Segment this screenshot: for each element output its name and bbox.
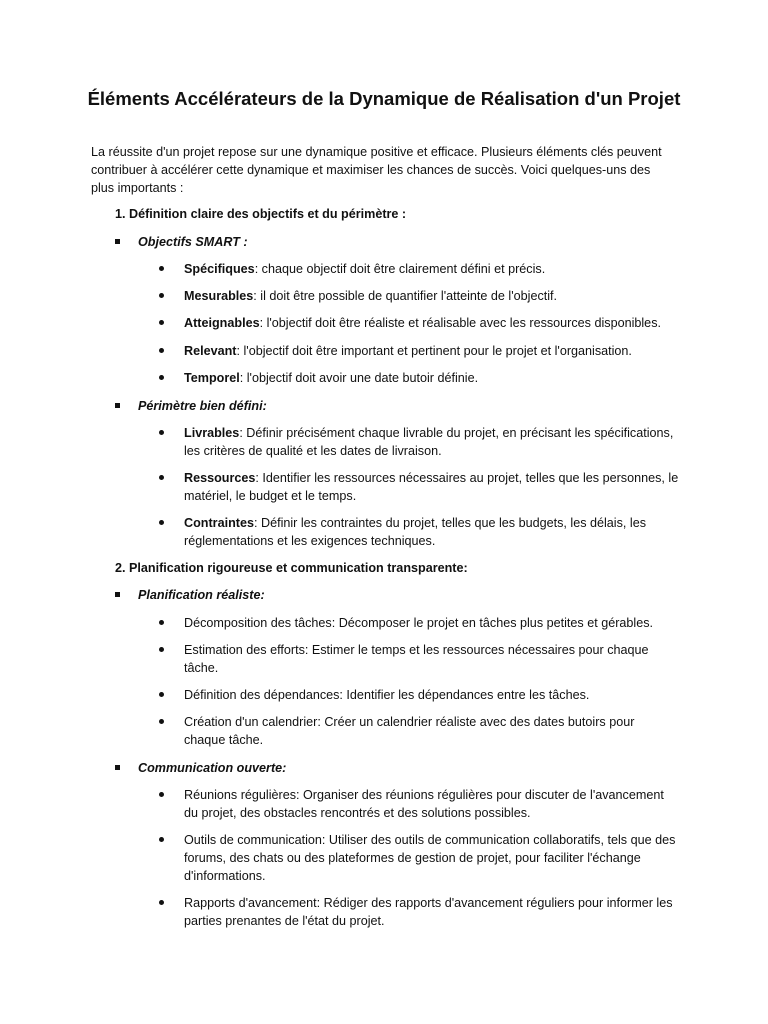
item-text: : Définir précisément chaque livrable du projet, en précisant les spécifications, les critères de qualité et les dates de livraison. bbox=[184, 426, 674, 458]
item-text: : l'objectif doit être important et pertinent pour le projet et l'organisation. bbox=[236, 344, 632, 358]
bullet-dot-icon bbox=[159, 900, 164, 905]
bullet-dot-icon bbox=[159, 692, 164, 697]
item-text: Création d'un calendrier: Créer un calendrier réaliste avec des dates butoirs pour chaque tâche. bbox=[184, 715, 635, 747]
subheading-label: Communication ouverte: bbox=[138, 761, 287, 775]
section-heading-objectives: 1. Définition claire des objectifs et du périmètre : bbox=[115, 207, 407, 221]
item-text: : il doit être possible de quantifier l'atteinte de l'objectif. bbox=[253, 289, 558, 303]
bullet-dot-icon bbox=[159, 375, 164, 380]
item-text: Définition des dépendances: Identifier les dépendances entre les tâches. bbox=[184, 688, 590, 702]
square-bullet-icon bbox=[115, 765, 120, 770]
item-text: : l'objectif doit avoir une date butoir définie. bbox=[239, 371, 479, 385]
bullet-dot-icon bbox=[159, 266, 164, 271]
square-bullet-icon bbox=[115, 403, 120, 408]
item-term: Ressources bbox=[184, 471, 256, 485]
bullet-dot-icon bbox=[159, 430, 164, 435]
item-text: Outils de communication: Utiliser des outils de communication collaboratifs, tels que des forums, des chats ou des plateformes de gestion de projet, pour faciliter l'échange d'informations. bbox=[184, 833, 676, 883]
bullet-dot-icon bbox=[159, 620, 164, 625]
square-bullet-icon bbox=[115, 592, 120, 597]
subheading-label: Objectifs SMART : bbox=[138, 235, 248, 249]
document-title: Éléments Accélérateurs de la Dynamique de Réalisation d'un Projet bbox=[87, 88, 681, 109]
bullet-dot-icon bbox=[159, 293, 164, 298]
bullet-dot-icon bbox=[159, 320, 164, 325]
item-term: Contraintes bbox=[184, 516, 254, 530]
bullet-dot-icon bbox=[159, 837, 164, 842]
bullet-dot-icon bbox=[159, 719, 164, 724]
item-term: Relevant bbox=[184, 344, 237, 358]
item-text: Réunions régulières: Organiser des réunions régulières pour discuter de l'avancement du projet, des obstacles rencontrés et des solutions possibles. bbox=[184, 788, 664, 820]
subheading-label: Périmètre bien défini: bbox=[138, 399, 267, 413]
item-text: Estimation des efforts: Estimer le temps et les ressources nécessaires pour chaque tâche. bbox=[184, 643, 649, 675]
item-text: Décomposition des tâches: Décomposer le projet en tâches plus petites et gérables. bbox=[184, 616, 654, 630]
item-term: Livrables bbox=[184, 426, 240, 440]
item-term: Temporel bbox=[184, 371, 240, 385]
bullet-dot-icon bbox=[159, 348, 164, 353]
item-term: Atteignables bbox=[184, 316, 260, 330]
bullet-dot-icon bbox=[159, 475, 164, 480]
bullet-dot-icon bbox=[159, 520, 164, 525]
bullet-dot-icon bbox=[159, 647, 164, 652]
item-text: : l'objectif doit être réaliste et réalisable avec les ressources disponibles. bbox=[259, 316, 661, 330]
item-text: : Identifier les ressources nécessaires au projet, telles que les personnes, le matériel, le budget et le temps. bbox=[184, 471, 679, 503]
item-term: Spécifiques bbox=[184, 262, 255, 276]
item-term: Mesurables bbox=[184, 289, 254, 303]
square-bullet-icon bbox=[115, 239, 120, 244]
section-heading-planning: 2. Planification rigoureuse et communication transparente: bbox=[115, 561, 468, 575]
subheading-label: Planification réaliste: bbox=[138, 588, 265, 602]
intro-paragraph: La réussite d'un projet repose sur une dynamique positive et efficace. Plusieurs éléments clés peuvent contribuer à accélérer cette dynamique et maximiser les chances de succès. Voici quelques-uns des plus importants : bbox=[91, 145, 662, 195]
item-text: Rapports d'avancement: Rédiger des rapports d'avancement réguliers pour informer les parties prenantes de l'état du projet. bbox=[184, 896, 673, 928]
item-text: : Définir les contraintes du projet, telles que les budgets, les délais, les réglementations et les exigences techniques. bbox=[184, 516, 647, 548]
item-text: : chaque objectif doit être clairement défini et précis. bbox=[254, 262, 546, 276]
bullet-dot-icon bbox=[159, 792, 164, 797]
